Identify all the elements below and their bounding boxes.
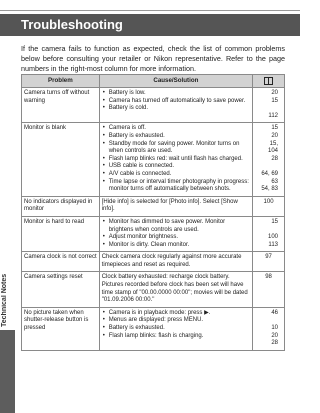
page-ref: 20 <box>271 90 278 96</box>
solution-cell <box>99 307 252 350</box>
solution-item: • Flash lamp blinks red: wait until flash has charged. <box>102 156 250 164</box>
page-ref: 28 <box>271 155 278 162</box>
page-ref: 46 <box>271 309 278 316</box>
solution-item: • A/V cable is connected. <box>102 171 250 179</box>
solution-item: • Menus are displayed: press MENU. <box>102 317 250 325</box>
header-solution: Cause/Solution <box>99 75 252 88</box>
page-cell <box>253 196 285 216</box>
table-row <box>22 123 285 196</box>
book-icon <box>264 77 273 85</box>
page-ref <box>255 227 278 235</box>
solution-item: • Battery is exhausted. <box>102 133 250 141</box>
solution-cell: Check camera clock regularly against more accurate timepieces and reset as required. <box>99 252 252 272</box>
solution-item: • Adjust monitor brightness. <box>102 234 250 242</box>
solution-item: • Monitor has dimmed to save power. Monitor brightens when controls are used. <box>102 219 250 234</box>
solution-item: • Battery is low. <box>102 90 250 98</box>
problem-cell: No picture taken when shutter-release button is pressed <box>22 307 100 350</box>
page-ref: 63 <box>271 178 278 185</box>
header-problem: Problem <box>22 75 100 88</box>
page-ref: 15, <box>269 140 278 147</box>
solution-item: • Flash lamp blinks: flash is charging. <box>102 333 250 341</box>
solution-item: • Camera is in playback mode: press ▶. <box>102 310 250 318</box>
solution-cell: [Hide info] is selected for [Photo info]. Select [Show info]. <box>99 196 252 216</box>
solution-cell: Clock battery exhausted: recharge clock battery. Pictures recorded before clock has been set will have time stamp of "00.00.0000 00:00"; movies will be dated "01.09.2006 00:00." <box>99 272 252 307</box>
page-ref: 112 <box>268 112 278 119</box>
table-row <box>22 196 285 216</box>
section-tab <box>0 330 15 413</box>
page-title: Troubleshooting <box>21 17 123 32</box>
solution-item: • USB cable is connected. <box>102 163 250 171</box>
page-ref: 97 <box>265 254 272 261</box>
page-ref: 15 <box>271 125 278 132</box>
page-cell <box>253 272 285 307</box>
problem-cell: Camera settings reset <box>22 272 100 307</box>
page-ref: 100 <box>267 234 278 241</box>
solution-cell <box>99 216 252 251</box>
table-row <box>22 216 285 251</box>
solution-item: • Monitor is dirty. Clean monitor. <box>102 242 250 250</box>
page-ref: 28 <box>271 340 278 347</box>
page-cell <box>253 88 285 123</box>
page-cell <box>253 216 285 251</box>
page-ref: 64, 69 <box>261 170 278 177</box>
table-row <box>22 272 285 307</box>
page-ref <box>255 105 278 113</box>
problem-cell: Monitor is hard to read <box>22 216 100 251</box>
solution-item: • Standby mode for saving power. Monitor turns on when controls are used. <box>102 141 250 156</box>
problem-cell: Camera turns off without warning <box>22 88 100 123</box>
header-page <box>253 75 285 88</box>
page-ref: 20 <box>271 332 278 339</box>
header-rule <box>0 10 300 11</box>
problem-cell: Camera clock is not correct <box>22 252 100 272</box>
page-ref: 113 <box>268 241 278 248</box>
problem-cell: No indicators displayed in monitor <box>22 196 100 216</box>
page-ref: 15 <box>271 218 278 225</box>
page-ref: 104 <box>267 148 278 155</box>
solution-item: • Camera has turned off automatically to save power. <box>102 98 250 106</box>
page-ref: 10 <box>271 325 278 332</box>
page-ref: 98 <box>265 274 272 281</box>
page-ref <box>255 317 278 325</box>
table-row <box>22 307 285 350</box>
intro-paragraph: If the camera fails to function as expected, check the list of common problems below before consulting your retailer or Nikon representative. Refer to the page numbers in the right-most column for more information. <box>21 44 285 73</box>
page-cell <box>253 123 285 196</box>
table-row <box>22 252 285 272</box>
page-ref: 54, 83 <box>261 186 278 193</box>
page-cell <box>253 307 285 350</box>
troubleshooting-table <box>21 74 285 351</box>
page-ref: 20 <box>271 132 278 139</box>
solution-item: • Battery is cold. <box>102 105 250 113</box>
page-ref: 100 <box>263 198 274 205</box>
page-ref: 15 <box>271 97 278 104</box>
page-cell <box>253 252 285 272</box>
problem-cell: Monitor is blank <box>22 123 100 196</box>
solution-item: • Time lapse or interval timer photography in progress: monitor turns off automatically between shots. <box>102 179 250 194</box>
table-row <box>22 88 285 123</box>
table-header-row <box>22 75 285 88</box>
solution-cell <box>99 88 252 123</box>
title-bar <box>0 14 300 36</box>
solution-cell <box>99 123 252 196</box>
solution-item: • Battery is exhausted. <box>102 325 250 333</box>
page-ref <box>255 163 278 171</box>
solution-item: • Camera is off. <box>102 125 250 133</box>
section-side-label: Technical Notes <box>1 273 8 327</box>
